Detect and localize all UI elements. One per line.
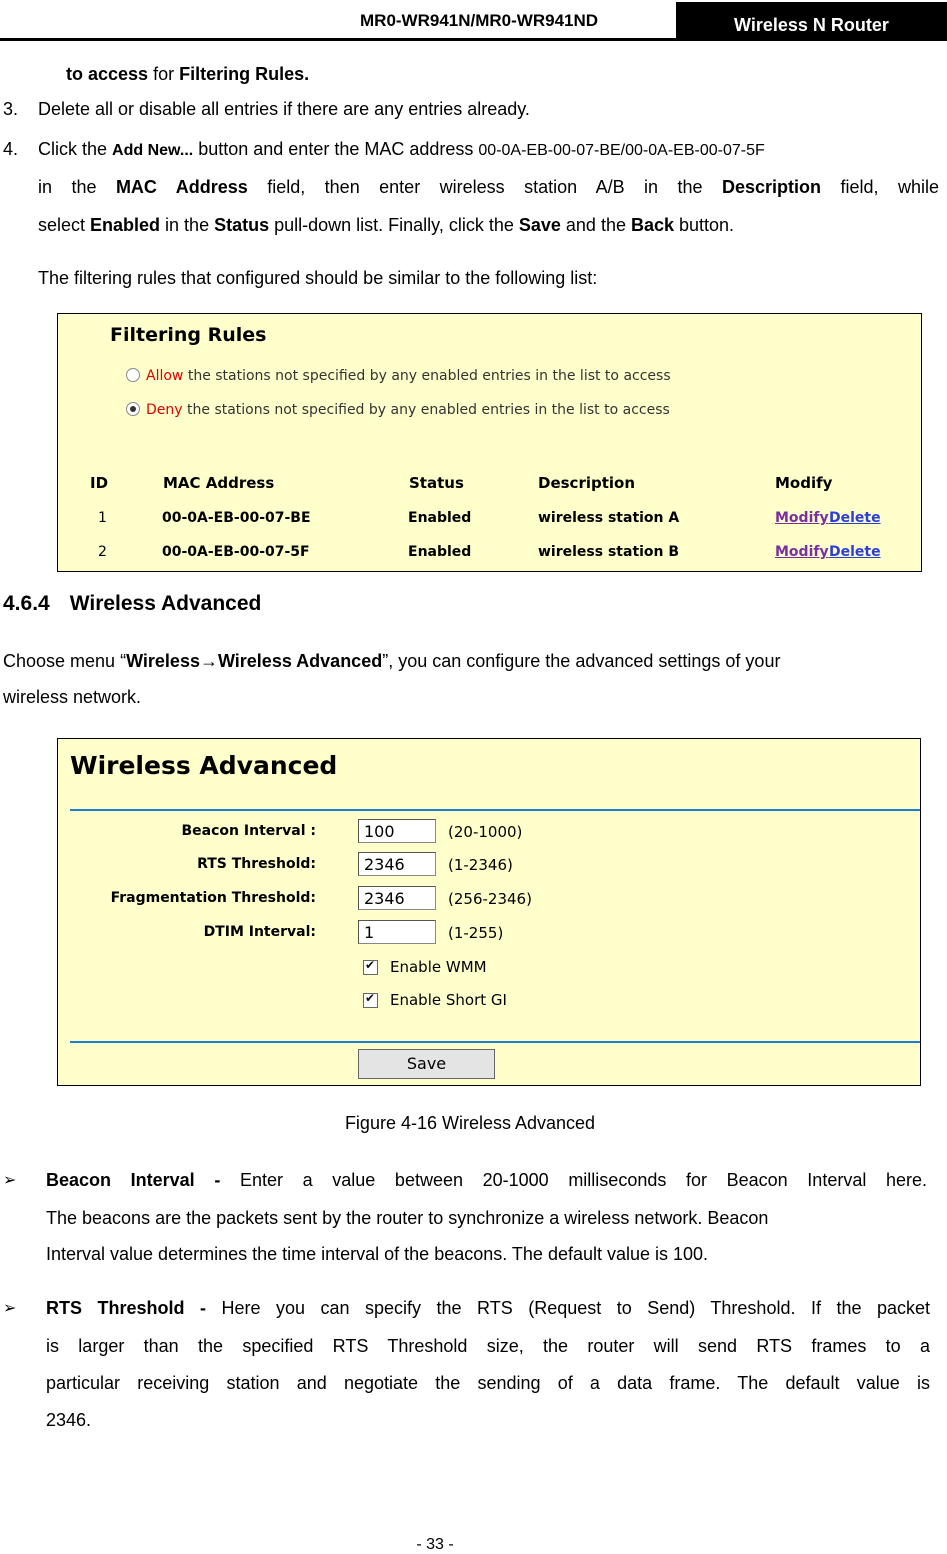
intro-line0: to access for Filtering Rules. bbox=[66, 64, 310, 84]
dtim-interval-range: (1-255) bbox=[448, 924, 504, 942]
fragmentation-threshold-label: Fragmentation Threshold: bbox=[110, 890, 316, 906]
modify-link[interactable]: Modify bbox=[775, 544, 829, 560]
wireless-advanced-title: Wireless Advanced bbox=[70, 751, 338, 780]
step4-line3: select Enabled in the Status pull-down list. Finally, click the Save and the Back button. bbox=[38, 215, 735, 235]
section-heading: 4.6.4 Wireless Advanced bbox=[3, 592, 262, 615]
dtim-interval-label: DTIM Interval: bbox=[203, 924, 316, 940]
beacon-bullet-line3: Interval value determines the time interval of the beacons. The default value is 100. bbox=[46, 1244, 709, 1264]
menu-instruction: Choose menu “Wireless→Wireless Advanced”, you can configure the advanced settings of your bbox=[3, 651, 781, 671]
col-description: Description bbox=[538, 474, 636, 492]
deny-radio[interactable] bbox=[126, 402, 140, 416]
deny-label: Deny bbox=[146, 402, 183, 418]
rts-threshold-label: RTS Threshold: bbox=[197, 856, 316, 872]
filtering-rules-panel: Filtering Rules Allow the stations not specified by any enabled entries in the list to access Deny the stations not specified by any enabled entries in the list to access ID MAC Address Status Description Modify 1 00-0A-EB-00-07-BE Enabled wireless station A Modify Delete 2 00-0A-EB-00-07-5F Enabled wireless station B Modify Delete bbox=[57, 313, 922, 572]
filtering-rules-title: Filtering Rules bbox=[110, 324, 267, 346]
header-product-label: Wireless N Router bbox=[676, 2, 947, 40]
beacon-interval-input[interactable]: 100 bbox=[358, 819, 436, 843]
allow-radio[interactable] bbox=[126, 368, 140, 382]
page-number: - 33 - bbox=[416, 1536, 454, 1553]
step3-text: Delete all or disable all entries if there are any entries already. bbox=[38, 99, 530, 119]
bottom-divider bbox=[70, 1041, 920, 1043]
header-rule bbox=[0, 38, 947, 41]
allow-option[interactable]: Allow the stations not specified by any enabled entries in the list to access bbox=[126, 368, 671, 384]
beacon-bullet-line1: Beacon Interval - Enter a value between 20-1000 milliseconds for Beacon Interval here. bbox=[46, 1170, 927, 1190]
step4-line1: Click the Add New... button and enter the MAC address 00-0A-EB-00-07-BE/00-0A-EB-00-07-5F bbox=[38, 139, 765, 159]
enable-wmm-checkbox[interactable] bbox=[363, 960, 378, 975]
figure-caption: Figure 4-16 Wireless Advanced bbox=[344, 1113, 596, 1133]
enable-short-gi-checkbox[interactable] bbox=[363, 993, 378, 1008]
beacon-bullet-line2: The beacons are the packets sent by the router to synchronize a wireless network. Beacon bbox=[46, 1208, 769, 1228]
step3-number: 3. bbox=[3, 99, 19, 119]
wireless-advanced-panel bbox=[57, 738, 921, 1086]
col-status: Status bbox=[409, 474, 464, 492]
allow-label: Allow bbox=[146, 368, 184, 384]
title-divider bbox=[70, 809, 920, 811]
col-id: ID bbox=[90, 474, 109, 492]
bullet-arrow-icon: ➢ bbox=[3, 1172, 17, 1189]
beacon-interval-range: (20-1000) bbox=[448, 823, 523, 841]
enable-short-gi-label: Enable Short GI bbox=[390, 991, 507, 1009]
rts-bullet-line2: is larger than the specified RTS Threshold size, the router will send RTS frames to a bbox=[46, 1336, 930, 1356]
col-mac: MAC Address bbox=[163, 474, 275, 492]
header-model: MR0-WR941N/MR0-WR941ND bbox=[360, 11, 599, 30]
delete-link[interactable]: Delete bbox=[829, 510, 881, 526]
rts-bullet-line3: particular receiving station and negotiate the sending of a data frame. The default value is bbox=[46, 1373, 930, 1393]
beacon-interval-label: Beacon Interval : bbox=[181, 823, 316, 839]
step4-line2: in the MAC Address field, then enter wireless station A/B in the Description field, while bbox=[38, 177, 939, 197]
rts-threshold-range: (1-2346) bbox=[448, 856, 513, 874]
fragmentation-threshold-input[interactable]: 2346 bbox=[358, 886, 436, 910]
enable-wmm-label: Enable WMM bbox=[390, 958, 487, 976]
delete-link[interactable]: Delete bbox=[829, 544, 881, 560]
modify-link[interactable]: Modify bbox=[775, 510, 829, 526]
dtim-interval-input[interactable]: 1 bbox=[358, 920, 436, 944]
fragmentation-threshold-range: (256-2346) bbox=[448, 890, 532, 908]
menu-instruction-line2: wireless network. bbox=[3, 687, 142, 707]
bullet-arrow-icon: ➢ bbox=[3, 1300, 17, 1317]
similar-text: The filtering rules that configured should be similar to the following list: bbox=[38, 268, 598, 288]
deny-option[interactable]: Deny the stations not specified by any enabled entries in the list to access bbox=[126, 402, 670, 418]
rts-bullet-line4: 2346. bbox=[46, 1410, 92, 1430]
step4-number: 4. bbox=[3, 139, 19, 159]
rts-threshold-input[interactable]: 2346 bbox=[358, 852, 436, 876]
save-button[interactable]: Save bbox=[358, 1049, 495, 1079]
rts-bullet-line1: RTS Threshold - Here you can specify the RTS (Request to Send) Threshold. If the packet bbox=[46, 1298, 930, 1318]
col-modify: Modify bbox=[775, 474, 833, 492]
